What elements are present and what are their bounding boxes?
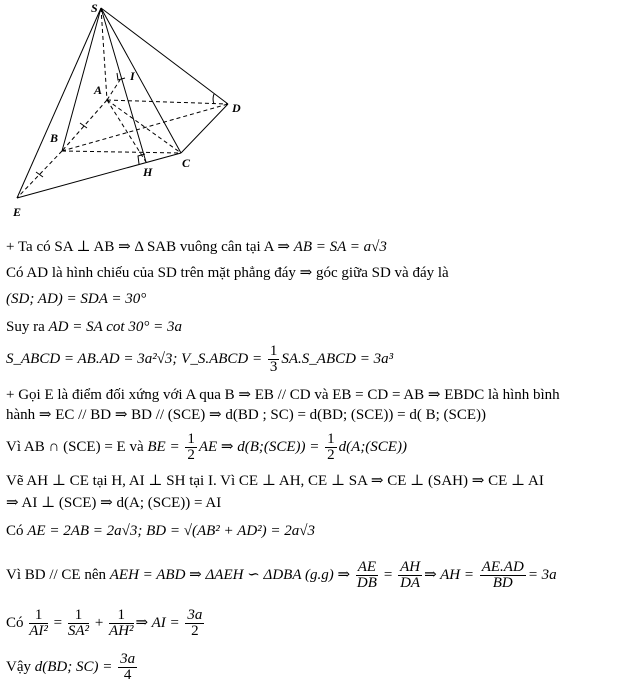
math-l13b: ⇒ AI = (135, 614, 184, 631)
text-l7: hành ⇒ EC // BD ⇒ BD // (SCE) ⇒ d(BD ; SC) = d(BD; (SCE)) = d( B; (SCE)) (6, 407, 487, 423)
line-9 (6, 472, 544, 490)
edge-SE (17, 8, 101, 198)
math-l3: (SD; AD) = SDA = 30° (6, 291, 147, 307)
edge-AD (107, 100, 228, 104)
line-6 (6, 386, 560, 404)
pyramid-figure (0, 0, 629, 232)
fraction-3a-2: $\frac{3a}{2}$ (187, 607, 203, 639)
math-l12c: ⇒ AH = (424, 566, 478, 583)
text-l13a: Có (6, 614, 28, 631)
text-l11a: Có (6, 523, 28, 539)
text-l10: ⇒ AI ⊥ (SCE) ⇒ d(A; (SCE)) = AI (6, 495, 222, 511)
label-A: A (94, 83, 103, 97)
edge-AC (107, 100, 181, 153)
text-l4: Suy ra (6, 319, 49, 335)
fraction-1-AI2: $\frac{1}{\text{AI²}}$ (29, 607, 48, 639)
math-l8c: AE ⇒ d(B;(SCE)) = (198, 438, 324, 455)
math-l5a: S_ABCD = AB.AD = 3a²√3; V_S.ABCD = (6, 350, 266, 367)
math-l12e: = 3a (527, 566, 557, 583)
line-7 (6, 406, 486, 424)
math-l1: AB = SA = a√3 (293, 239, 387, 255)
fraction-1-SA2: $\frac{1}{\text{SA²}}$ (67, 607, 90, 639)
edge-SH (101, 8, 146, 162)
edge-BC (62, 151, 181, 153)
edge-CD (181, 104, 228, 153)
math-l4: AD = SA cot 30° = 3a (48, 319, 182, 335)
fraction-3a-4: $\frac{3a}{4}$ (120, 651, 136, 683)
text-l6: + Gọi E là điểm đối xứng với A qua B ⇒ EB // CD và EB = CD = AB ⇒ EBDC là hình bình (6, 387, 560, 403)
math-l11b: AE = 2AB = 2a√3; BD = √(AB² + AD²) = 2a√3 (27, 523, 315, 539)
fraction-1-AH2: $\frac{1}{\text{AH²}}$ (109, 607, 134, 639)
line-13: Có $\frac{1}{\text{AI²}}$ = $\frac{1}{\text{SA²}}$ + $\frac{1}{\text{AH²}}$ ⇒ AI = $\frac{3a}{2}$ (6, 607, 203, 639)
math-l14b: d(BD; SC) = (34, 658, 117, 675)
fraction-1-3: $\frac{1}{3}$ (269, 343, 278, 375)
label-S: S (91, 1, 98, 15)
math-l12b: AEH = ABD ⇒ ΔAEH ∽ ΔDBA (g.g) ⇒ (109, 566, 354, 583)
line-14 (6, 652, 139, 683)
edge-SD (101, 8, 228, 104)
fraction-1-2a: $\frac{1}{2}$ (187, 431, 195, 463)
label-D: D (232, 101, 241, 115)
fraction-AE-DB: $\frac{AE}{DB}$ (356, 559, 377, 591)
text-l8a: Vì AB ∩ (SCE) = E và (6, 438, 148, 455)
text-l9: Vẽ AH ⊥ CE tại H, AI ⊥ SH tại I. Vì CE ⊥ AH, CE ⊥ SA ⇒ CE ⊥ (SAH) ⇒ CE ⊥ AI (6, 473, 544, 489)
line-4 (6, 318, 182, 336)
text-l12a: Vì BD // CE nên (6, 566, 110, 583)
fraction-AEAD-BD: $\frac{AE.AD}{BD}$ (481, 559, 524, 591)
label-C: C (182, 156, 191, 170)
angle-mark-D (213, 94, 214, 104)
line-3 (6, 290, 146, 308)
line-12: Vì BD // CE nên AEH = ABD ⇒ ΔAEH ∽ ΔDBA (g.g) ⇒ $\frac{AE}{DB}$ = $\frac{AH}{DA}$ ⇒ AH = $\frac{AE.AD}{BD}$ = 3a (6, 559, 557, 591)
text-l1: + Ta có SA ⊥ AB ⇒ Δ SAB vuông cân tại A ⇒ (6, 239, 294, 255)
label-I: I (130, 69, 135, 83)
edge-AI (107, 80, 120, 100)
line-11 (6, 522, 315, 540)
text-l14a: Vậy (6, 658, 35, 675)
label-H: H (143, 165, 153, 179)
edge-SC (101, 8, 181, 153)
line-1 (6, 238, 387, 256)
text-l2: Có AD là hình chiếu của SD trên mặt phẳng đáy ⇒ góc giữa SD và đáy là (6, 265, 449, 281)
fraction-AH-DA: $\frac{AH}{DA}$ (400, 559, 421, 591)
tick-BE (36, 172, 43, 177)
fraction-1-2b: $\frac{1}{2}$ (327, 431, 335, 463)
line-8 (6, 432, 407, 463)
edge-SB (62, 8, 101, 151)
math-l8b: BE = (147, 438, 184, 455)
math-l8e: d(A;(SCE)) (338, 438, 407, 455)
label-B: B (50, 131, 59, 145)
label-E: E (13, 205, 22, 219)
line-5 (6, 344, 393, 375)
line-10 (6, 494, 221, 512)
line-2 (6, 264, 449, 282)
math-l5b: SA.S_ABCD = 3a³ (281, 350, 394, 367)
